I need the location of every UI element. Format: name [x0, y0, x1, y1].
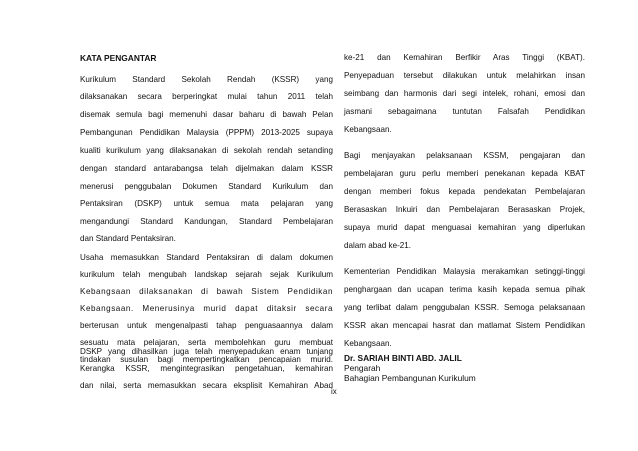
- text-line: Penyepaduan tersebut dilakukan untuk melahirkan insan: [344, 71, 585, 80]
- text-line: Kebangsaan.: [344, 339, 392, 348]
- text-line: Kurikulum Standard Sekolah Rendah (KSSR) yang: [80, 75, 333, 84]
- text-line: jasmani sebagaimana tuntutan Falsafah Pendidikan: [344, 107, 585, 116]
- text-line: dan Standard Pentaksiran.: [80, 234, 176, 243]
- text-line: Usaha memasukkan Standard Pentaksiran di dalam dokumen: [80, 253, 333, 262]
- text-line: Kementerian Pendidikan Malaysia merakamkan setinggi-tinggi: [344, 267, 585, 276]
- text-line: penghargaan dan ucapan terima kasih kepada semua pihak: [344, 285, 585, 294]
- text-line: DSKP yang dihasilkan juga telah menyepadukan enam tunjang: [80, 347, 333, 356]
- text-line: dan nilai, serta memasukkan secara eksplisit Kemahiran Abad: [80, 381, 333, 390]
- text-line: disemak semula bagi memenuhi dasar baharu di bawah Pelan: [80, 110, 333, 119]
- text-line: Kebangsaan.: [344, 125, 392, 134]
- text-line: menerusi penggubalan Dokumen Standard Kurikulum dan: [80, 182, 333, 191]
- text-line: ke-21 dan Kemahiran Berfikir Aras Tinggi (KBAT).: [344, 53, 585, 62]
- section-heading: KATA PENGANTAR: [80, 53, 157, 63]
- text-line: Kerangka KSSR, mengintegrasikan pengetahuan, kemahiran: [80, 364, 333, 373]
- text-line: dilaksanakan secara berperingkat mulai tahun 2011 telah: [80, 92, 333, 101]
- text-line: Pentaksiran (DSKP) untuk semua mata pelajaran yang: [80, 199, 333, 208]
- text-line: tindakan susulan bagi mempertingkatkan pencapaian murid.: [80, 355, 333, 364]
- signatory-title: Pengarah: [344, 363, 381, 373]
- text-line: berterusan untuk mengenalpasti tahap penguasaannya dalam: [80, 321, 333, 330]
- text-line: Berasaskan Inkuiri dan Pembelajaran Berasaskan Projek,: [344, 205, 585, 214]
- text-line: kualiti kurikulum yang dilaksanakan di sekolah rendah setanding: [80, 146, 333, 155]
- text-line: yang terlibat dalam penggubalan KSSR. Semoga pelaksanaan: [344, 303, 585, 312]
- page-number: ix: [331, 387, 337, 396]
- text-line: pembelajaran guru perlu memberi penekanan kepada KBAT: [344, 169, 585, 178]
- text-line: Pembangunan Pendidikan Malaysia (PPPM) 2013-2025 supaya: [80, 128, 333, 137]
- text-line: seimbang dan harmonis dari segi intelek, rohani, emosi dan: [344, 89, 585, 98]
- text-line: KSSR akan mencapai hasrat dan matlamat Sistem Pendidikan: [344, 321, 585, 330]
- signatory-department: Bahagian Pembangunan Kurikulum: [344, 373, 476, 383]
- text-line: Bagi menjayakan pelaksanaan KSSM, pengajaran dan: [344, 151, 585, 160]
- text-line: supaya murid dapat menguasai kemahiran yang diperlukan: [344, 223, 585, 232]
- text-line: sesuatu mata pelajaran, serta membolehkan guru membuat: [80, 338, 333, 347]
- text-line: Kebangsaan dilaksanakan di bawah Sistem Pendidikan: [80, 287, 333, 296]
- text-line: dalam abad ke-21.: [344, 241, 412, 250]
- text-line: Kebangsaan. Menerusinya murid dapat ditaksir secara: [80, 304, 333, 313]
- text-line: dengan standard antarabangsa telah dijelmakan dalam KSSR: [80, 164, 333, 173]
- text-line: dengan memberi fokus kepada pendekatan Pembelajaran: [344, 187, 585, 196]
- text-line: kurikulum telah mengubah landskap sejarah sejak Kurikulum: [80, 270, 333, 279]
- signatory-name: Dr. SARIAH BINTI ABD. JALIL: [344, 353, 462, 363]
- text-line: mengandungi Standard Kandungan, Standard Pembelajaran: [80, 217, 333, 226]
